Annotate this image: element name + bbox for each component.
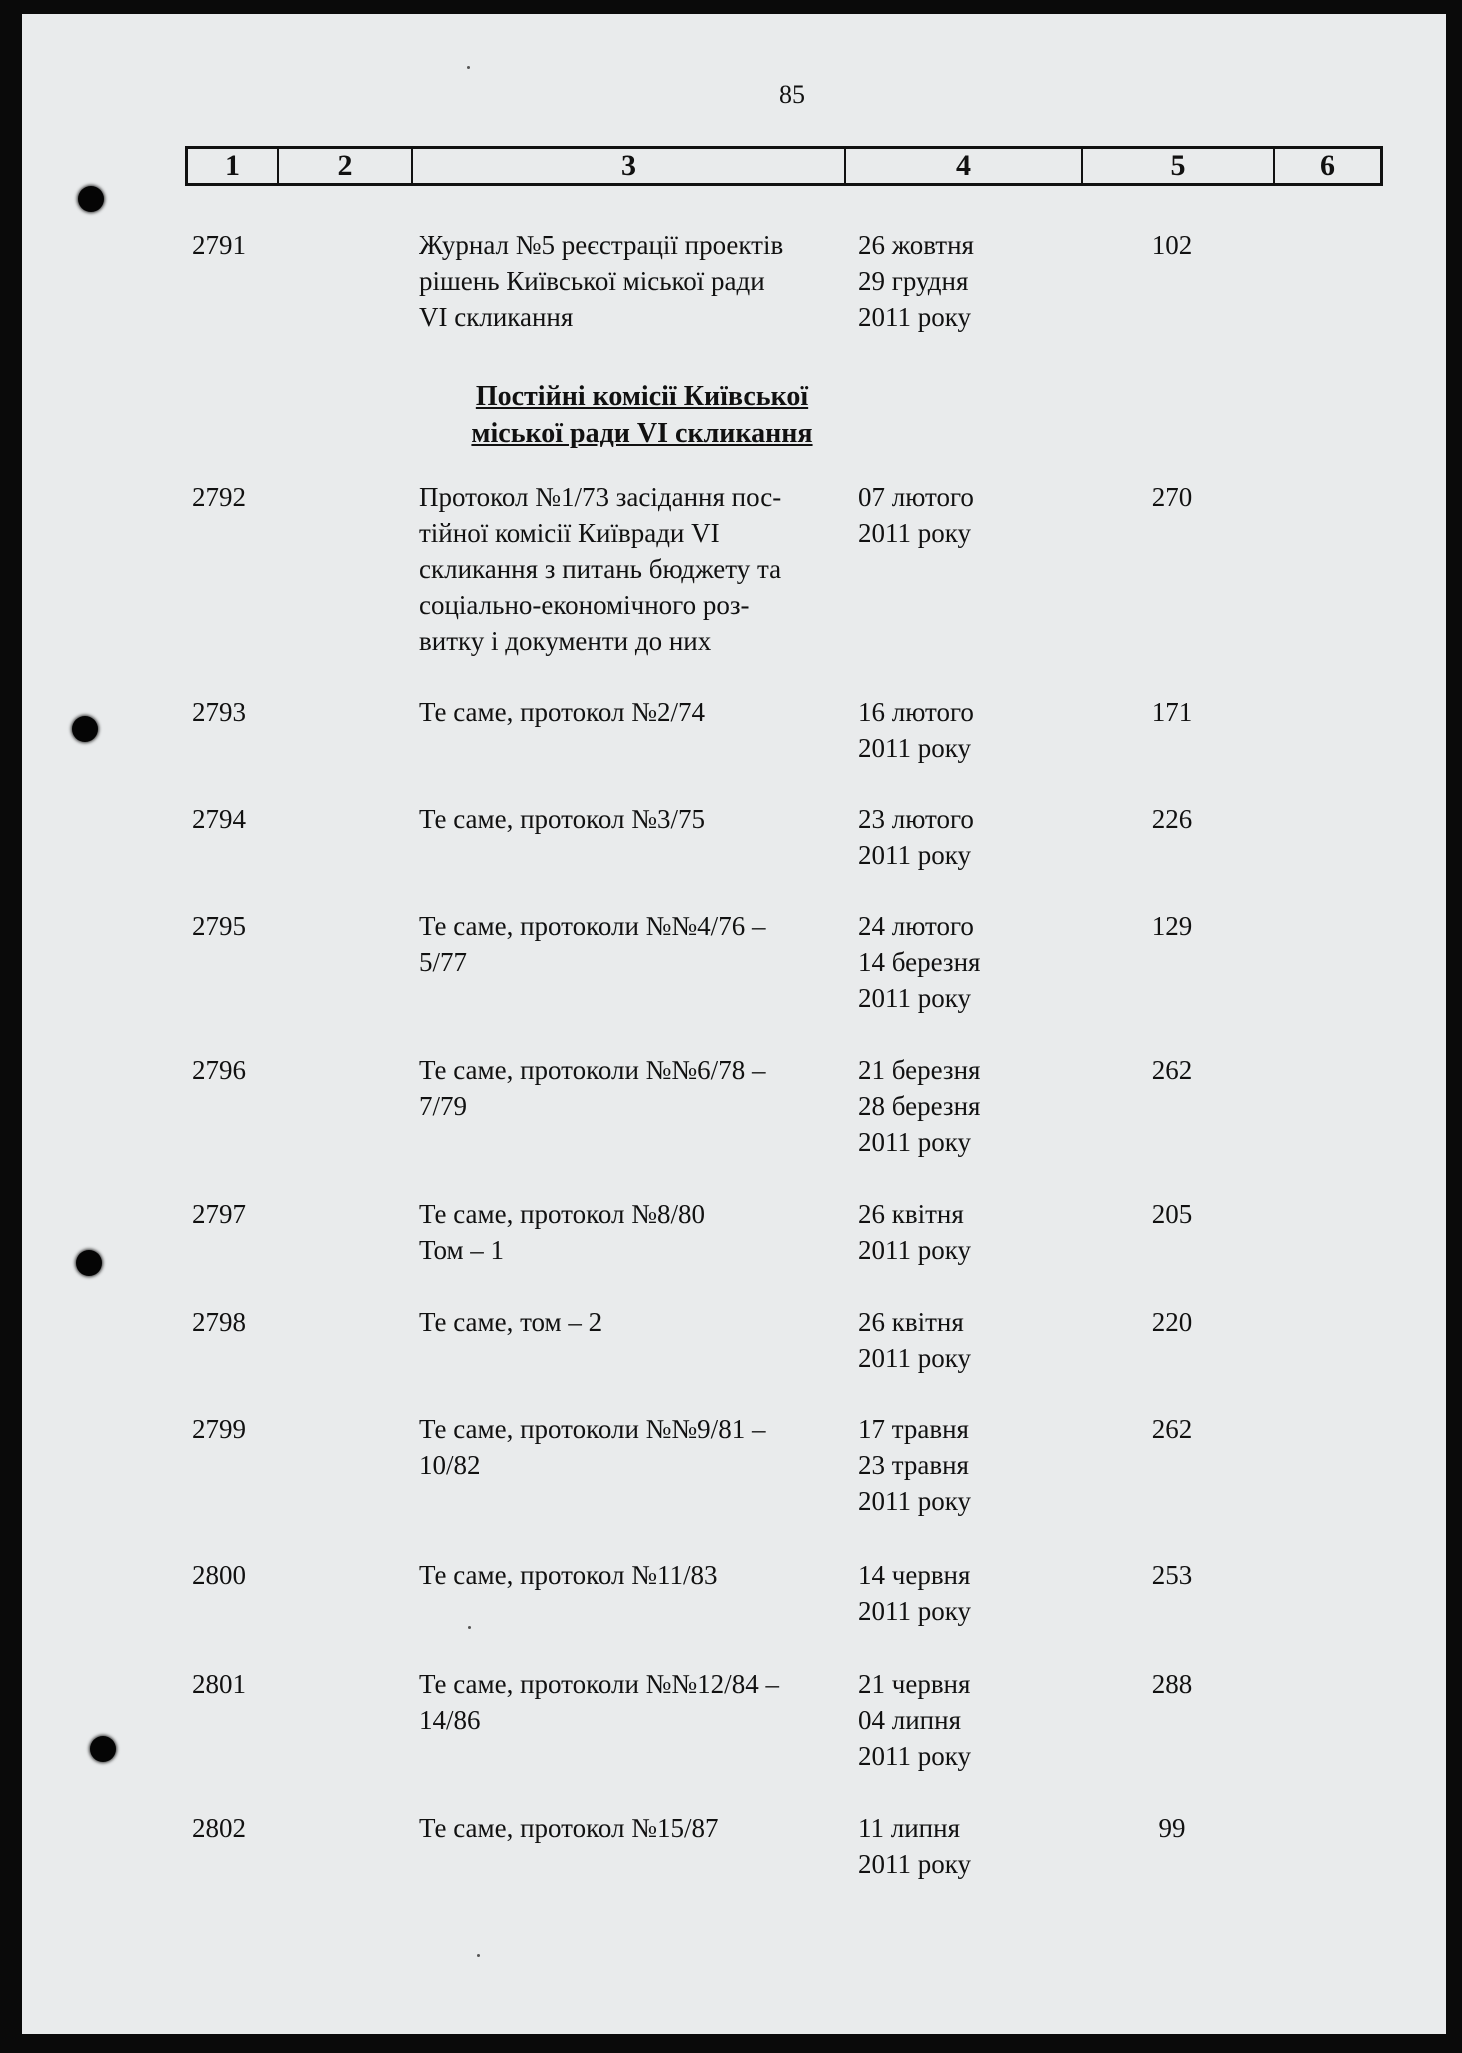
entry-date-line: 23 травня bbox=[858, 1450, 969, 1480]
entry-date-line: 2011 року bbox=[858, 733, 971, 763]
punch-hole-icon bbox=[72, 716, 98, 742]
entry-date-line: 2011 року bbox=[858, 840, 971, 870]
column-header-5: 5 bbox=[1083, 149, 1275, 183]
section-heading-line: міської ради VI скликання bbox=[471, 418, 813, 449]
entry-title-line: Журнал №5 реєстрації проектів bbox=[419, 230, 784, 260]
entry-page-count: 262 bbox=[1151, 1414, 1193, 1444]
entry-title bbox=[419, 908, 849, 980]
entry-title bbox=[419, 1052, 849, 1124]
entry-number: 2796 bbox=[192, 1055, 246, 1085]
entry-page-count: 253 bbox=[1151, 1560, 1193, 1590]
entry-title-line: Те саме, протоколи №№6/78 – bbox=[419, 1055, 766, 1085]
entry-date-line: 16 лютого bbox=[858, 697, 974, 727]
entry-number: 2797 bbox=[192, 1199, 246, 1229]
column-header-table bbox=[185, 146, 1383, 186]
entry-title-line: Те саме, протоколи №№9/81 – bbox=[419, 1414, 766, 1444]
document-page bbox=[22, 14, 1446, 2034]
entry-title-line: Те саме, том – 2 bbox=[419, 1307, 603, 1337]
entry-number: 2795 bbox=[192, 911, 246, 941]
entry-page-count: 288 bbox=[1151, 1669, 1193, 1699]
entry-title-line: тійної комісії Київради VI bbox=[419, 518, 720, 548]
entry-title bbox=[419, 227, 849, 335]
column-header-6: 6 bbox=[1320, 149, 1335, 182]
entry-title bbox=[419, 479, 849, 659]
entry-title-line: Том – 1 bbox=[419, 1235, 505, 1265]
entry-dates bbox=[858, 1052, 1078, 1160]
entry-number: 2792 bbox=[192, 482, 246, 512]
section-heading-line: Постійні комісії Київської bbox=[475, 381, 809, 412]
entry-dates bbox=[858, 1196, 1078, 1268]
entry-page-count: 102 bbox=[1151, 230, 1193, 260]
entry-title-line: Те саме, протокол №8/80 bbox=[419, 1199, 705, 1229]
entry-title bbox=[419, 801, 849, 837]
entry-dates bbox=[858, 1304, 1078, 1376]
entry-dates bbox=[858, 227, 1078, 335]
entry-dates bbox=[858, 1411, 1078, 1519]
entry-dates bbox=[858, 1810, 1078, 1882]
entry-number: 2794 bbox=[192, 804, 246, 834]
entry-page-count: 205 bbox=[1151, 1199, 1193, 1229]
entry-title-line: витку і документи до них bbox=[419, 626, 712, 656]
entry-dates bbox=[858, 801, 1078, 873]
punch-hole-icon bbox=[76, 1250, 102, 1276]
entry-title bbox=[419, 1411, 849, 1483]
entry-title-line: Те саме, протокол №15/87 bbox=[419, 1813, 719, 1843]
entry-title-line: 10/82 bbox=[419, 1450, 481, 1480]
entry-number: 2799 bbox=[192, 1414, 246, 1444]
paper-speck bbox=[477, 1954, 480, 1957]
entry-date-line: 14 березня bbox=[858, 947, 981, 977]
column-header-2: 2 bbox=[279, 149, 413, 183]
entry-title-line: VI скликання bbox=[419, 302, 574, 332]
entry-dates bbox=[858, 1666, 1078, 1774]
entry-title-line: рішень Київської міської ради bbox=[419, 266, 765, 296]
entry-page-count: 226 bbox=[1151, 804, 1193, 834]
entry-dates bbox=[858, 694, 1078, 766]
entry-date-line: 26 квітня bbox=[858, 1199, 964, 1229]
entry-date-line: 14 червня bbox=[858, 1560, 971, 1590]
entry-dates bbox=[858, 908, 1078, 1016]
entry-date-line: 2011 року bbox=[858, 1741, 971, 1771]
entry-page-count: 99 bbox=[1158, 1813, 1186, 1843]
entry-date-line: 26 квітня bbox=[858, 1307, 964, 1337]
entry-page-count: 129 bbox=[1151, 911, 1193, 941]
entry-title bbox=[419, 1810, 849, 1846]
entry-title-line: 7/79 bbox=[419, 1091, 468, 1121]
column-header-4: 4 bbox=[846, 149, 1083, 183]
section-heading bbox=[392, 378, 892, 452]
entry-date-line: 2011 року bbox=[858, 983, 971, 1013]
entry-date-line: 23 лютого bbox=[858, 804, 974, 834]
entry-title-line: 5/77 bbox=[419, 947, 468, 977]
punch-hole-icon bbox=[78, 186, 104, 212]
entry-title bbox=[419, 1196, 849, 1268]
entry-title bbox=[419, 694, 849, 730]
entry-title-line: 14/86 bbox=[419, 1705, 481, 1735]
entry-title bbox=[419, 1557, 849, 1593]
entry-page-count: 262 bbox=[1151, 1055, 1193, 1085]
entry-number: 2798 bbox=[192, 1307, 246, 1337]
entry-title-line: соціально-економічного роз- bbox=[419, 590, 750, 620]
paper-speck bbox=[467, 66, 470, 69]
entry-title-line: Те саме, протоколи №№12/84 – bbox=[419, 1669, 779, 1699]
entry-date-line: 2011 року bbox=[858, 1343, 971, 1373]
entry-number: 2793 bbox=[192, 697, 246, 727]
entry-date-line: 2011 року bbox=[858, 1849, 971, 1879]
entry-page-count: 220 bbox=[1151, 1307, 1193, 1337]
entry-dates bbox=[858, 1557, 1078, 1629]
entry-title-line: Те саме, протоколи №№4/76 – bbox=[419, 911, 766, 941]
entry-date-line: 11 липня bbox=[858, 1813, 960, 1843]
entry-date-line: 07 лютого bbox=[858, 482, 974, 512]
entry-date-line: 2011 року bbox=[858, 1127, 971, 1157]
entry-date-line: 21 березня bbox=[858, 1055, 981, 1085]
entry-title-line: Протокол №1/73 засідання пос- bbox=[419, 482, 782, 512]
entry-date-line: 2011 року bbox=[858, 1235, 971, 1265]
entry-date-line: 24 лютого bbox=[858, 911, 974, 941]
entry-date-line: 2011 року bbox=[858, 1486, 971, 1516]
entry-title bbox=[419, 1304, 849, 1340]
entry-number: 2791 bbox=[192, 230, 246, 260]
entry-title-line: Те саме, протокол №3/75 bbox=[419, 804, 705, 834]
entry-number: 2800 bbox=[192, 1560, 246, 1590]
column-header-3: 3 bbox=[413, 149, 846, 183]
punch-hole-icon bbox=[90, 1736, 116, 1762]
entry-title-line: скликання з питань бюджету та bbox=[419, 554, 782, 584]
entry-title-line: Те саме, протокол №2/74 bbox=[419, 697, 705, 727]
entry-title-line: Те саме, протокол №11/83 bbox=[419, 1560, 718, 1590]
entry-date-line: 2011 року bbox=[858, 1596, 971, 1626]
page-number: 85 bbox=[779, 80, 805, 109]
entry-date-line: 26 жовтня bbox=[858, 230, 974, 260]
paper-speck bbox=[468, 1626, 471, 1629]
entry-dates bbox=[858, 479, 1078, 551]
entry-page-count: 270 bbox=[1151, 482, 1193, 512]
column-header-1: 1 bbox=[188, 149, 279, 183]
entry-date-line: 2011 року bbox=[858, 302, 971, 332]
entry-page-count: 171 bbox=[1151, 697, 1193, 727]
entry-number: 2801 bbox=[192, 1669, 246, 1699]
entry-title bbox=[419, 1666, 849, 1738]
entry-date-line: 17 травня bbox=[858, 1414, 969, 1444]
entry-number: 2802 bbox=[192, 1813, 246, 1843]
entry-date-line: 28 березня bbox=[858, 1091, 981, 1121]
entry-date-line: 21 червня bbox=[858, 1669, 971, 1699]
entry-date-line: 04 липня bbox=[858, 1705, 961, 1735]
entry-date-line: 29 грудня bbox=[858, 266, 969, 296]
entry-date-line: 2011 року bbox=[858, 518, 971, 548]
